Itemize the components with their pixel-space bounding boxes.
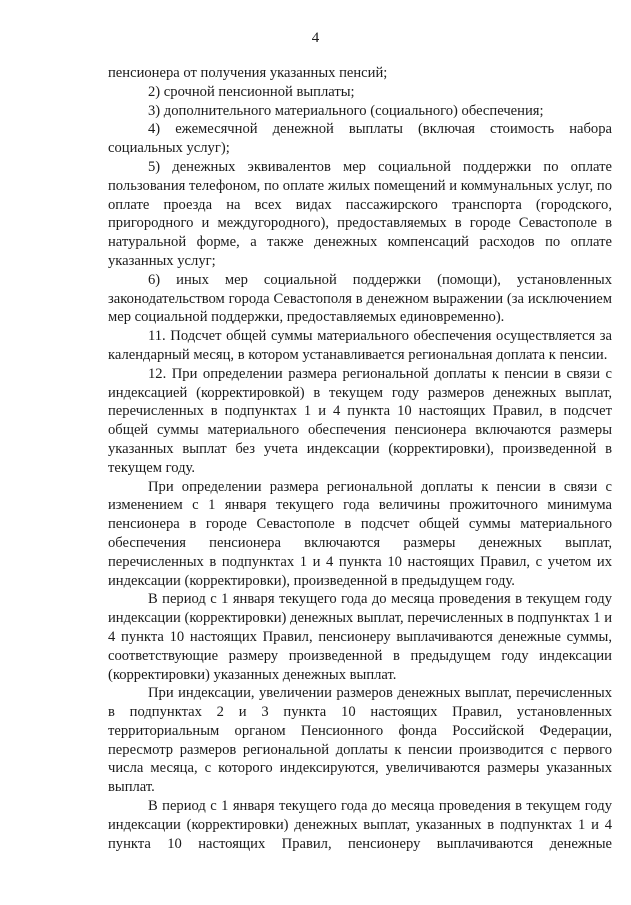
paragraph: 3) дополнительного материального (социального) обеспечения;	[148, 102, 544, 119]
document-body	[108, 64, 612, 853]
paragraph: При определении размера региональной доплаты к пенсии в связи с изменением с 1 января текущего года величины прожиточного минимума пенсионера в городе Севастополе в подсчет общей суммы материального обеспечения пенсионера включаются размеры денежных выплат, перечисленных в подпунктах 1 и 4 пункта 10 настоящих Правил, с учетом их индексации (корректировки), произведенной в предыдущем году.	[108, 478, 612, 589]
paragraph: 4) ежемесячной денежной выплаты (включая стоимость набора социальных услуг);	[108, 121, 612, 157]
paragraph: При индексации, увеличении размеров денежных выплат, перечисленных в подпунктах 2 и 3 пункта 10 настоящих Правил, установленных территориальным органом Пенсионного фонда Российской Федерации, пересмотр размеров региональной доплаты к пенсии производится с первого числа месяца, с которого индексируются, увеличиваются размеры указанных выплат.	[108, 685, 612, 796]
paragraph: 12. При определении размера региональной доплаты к пенсии в связи с индексацией (корректировкой) в текущем году размеров денежных выплат, перечисленных в подпунктах 1 и 4 пункта 10 настоящих Правил, в подсчет общей суммы материального обеспечения пенсионера включаются размеры указанных выплат без учета индексации (корректировки), произведенной в текущем году.	[108, 365, 612, 476]
paragraph: В период с 1 января текущего года до месяца проведения в текущем году индексации (корректировки) денежных выплат, указанных в подпунктах 1 и 4 пункта 10 настоящих Правил, пенсионеру выплачиваются денежные	[108, 798, 612, 852]
paragraph: В период с 1 января текущего года до месяца проведения в текущем году индексации (корректировки) денежных выплат, перечисленных в подпунктах 1 и 4 пункта 10 настоящих Правил, пенсионеру выплачиваются денежные суммы, соответствующие размеру произведенной в предыдущем году индексации (корректировки) указанных денежных выплат.	[108, 591, 612, 683]
paragraph: 6) иных мер социальной поддержки (помощи), установленных законодательством города Севастополя в денежном выражении (за исключением мер социальной поддержки, предоставляемых единовременно).	[108, 271, 612, 326]
paragraph: 2) срочной пенсионной выплаты;	[148, 83, 355, 100]
paragraph: пенсионера от получения указанных пенсий;	[108, 65, 388, 81]
paragraph: 5) денежных эквивалентов мер социальной поддержки по оплате пользования телефоном, по оплате жилых помещений и коммунальных услуг, по оплате проезда на всех видах пассажирского транспорта (городского, пригородного и междугородного), предоставляемых в городе Севастополе в натуральной форме, а также денежных компенсаций расходов по оплате указанных услуг;	[108, 158, 612, 269]
page-number: 4	[311, 30, 320, 46]
paragraph: 11. Подсчет общей суммы материального обеспечения осуществляется за календарный месяц, в котором устанавливается региональная доплата к пенсии.	[108, 328, 612, 363]
